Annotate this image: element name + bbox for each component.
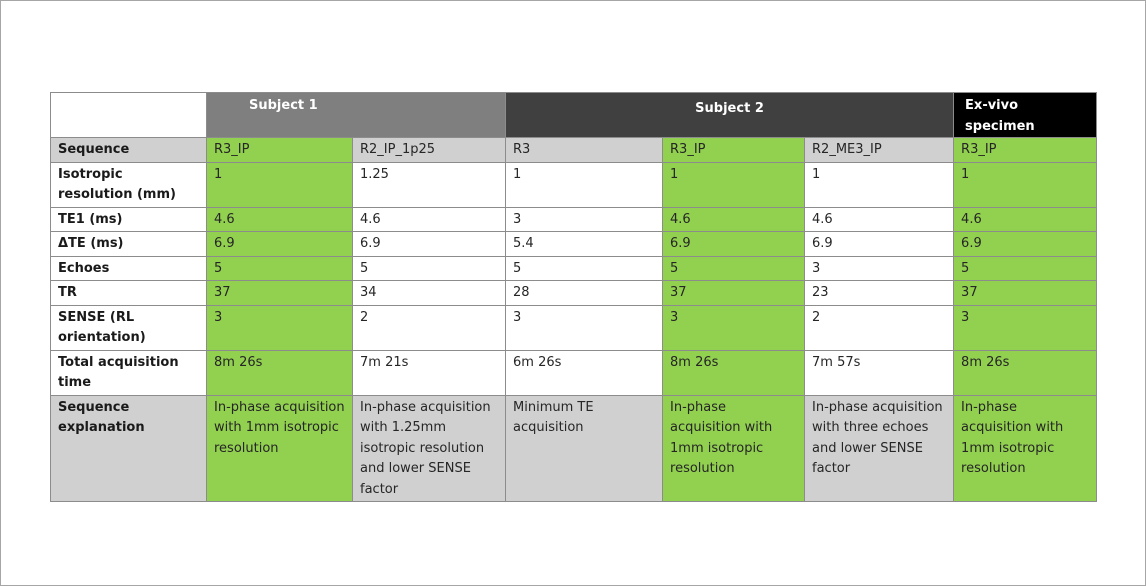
table-cell: 1 bbox=[663, 162, 805, 207]
table-cell: 1 bbox=[954, 162, 1097, 207]
table-row bbox=[51, 395, 1097, 502]
table-cell: 3 bbox=[506, 207, 663, 232]
table-cell: 6.9 bbox=[207, 232, 353, 257]
table-row bbox=[51, 162, 1097, 207]
table-row bbox=[51, 207, 1097, 232]
table-cell: 1 bbox=[207, 162, 353, 207]
table-row bbox=[51, 350, 1097, 395]
table-cell: 6m 26s bbox=[506, 350, 663, 395]
table-cell: 4.6 bbox=[353, 207, 506, 232]
row-label: Isotropic resolution (mm) bbox=[51, 162, 207, 207]
table-cell: 2 bbox=[805, 305, 954, 350]
row-label: Total acquisition time bbox=[51, 350, 207, 395]
table-cell: 3 bbox=[805, 256, 954, 281]
table-cell: 28 bbox=[506, 281, 663, 306]
row-label: Sequence explanation bbox=[51, 395, 207, 502]
table-cell: 2 bbox=[353, 305, 506, 350]
row-label: SENSE (RL orientation) bbox=[51, 305, 207, 350]
row-label: TR bbox=[51, 281, 207, 306]
table-cell: 4.6 bbox=[663, 207, 805, 232]
table-cell: 3 bbox=[207, 305, 353, 350]
table-cell: 5 bbox=[954, 256, 1097, 281]
row-label: ΔTE (ms) bbox=[51, 232, 207, 257]
table-cell: 6.9 bbox=[353, 232, 506, 257]
sequence-parameters-table bbox=[50, 92, 1097, 502]
group-header-row bbox=[51, 93, 1097, 138]
subject2-header: Subject 2 bbox=[506, 93, 954, 138]
table-cell: 6.9 bbox=[954, 232, 1097, 257]
table-row bbox=[51, 256, 1097, 281]
table-cell: 23 bbox=[805, 281, 954, 306]
table-cell: 4.6 bbox=[805, 207, 954, 232]
table-cell: 5 bbox=[353, 256, 506, 281]
table-row bbox=[51, 138, 1097, 163]
table-cell: 7m 21s bbox=[353, 350, 506, 395]
table-cell: 4.6 bbox=[954, 207, 1097, 232]
table-cell: 3 bbox=[954, 305, 1097, 350]
table-cell: 5 bbox=[207, 256, 353, 281]
table-cell: R3 bbox=[506, 138, 663, 163]
table-cell: 5 bbox=[506, 256, 663, 281]
table-cell: 1.25 bbox=[353, 162, 506, 207]
table-cell: R2_IP_1p25 bbox=[353, 138, 506, 163]
table-cell: R2_ME3_IP bbox=[805, 138, 954, 163]
table-row bbox=[51, 305, 1097, 350]
table-cell: 1 bbox=[805, 162, 954, 207]
table-cell: In-phase acquisition with 1mm isotropic resolution bbox=[663, 395, 805, 502]
row-label: TE1 (ms) bbox=[51, 207, 207, 232]
table-cell: 8m 26s bbox=[954, 350, 1097, 395]
table-cell: R3_IP bbox=[663, 138, 805, 163]
table-cell: 4.6 bbox=[207, 207, 353, 232]
table-cell: 5 bbox=[663, 256, 805, 281]
table-cell: In-phase acquisition with 1mm isotropic resolution bbox=[954, 395, 1097, 502]
table-cell: 6.9 bbox=[663, 232, 805, 257]
table-cell: 1 bbox=[506, 162, 663, 207]
table-cell: R3_IP bbox=[954, 138, 1097, 163]
table-cell: R3_IP bbox=[207, 138, 353, 163]
table-row bbox=[51, 232, 1097, 257]
table-cell: 37 bbox=[663, 281, 805, 306]
table-cell: 6.9 bbox=[805, 232, 954, 257]
table-body bbox=[51, 138, 1097, 502]
table-row bbox=[51, 281, 1097, 306]
row-label: Sequence bbox=[51, 138, 207, 163]
table-cell: Minimum TE acquisition bbox=[506, 395, 663, 502]
subject1-header: Subject 1 bbox=[207, 93, 506, 138]
table-cell: In-phase acquisition with 1mm isotropic resolution bbox=[207, 395, 353, 502]
table-cell: 37 bbox=[207, 281, 353, 306]
table-cell: In-phase acquisition with 1.25mm isotropic resolution and lower SENSE factor bbox=[353, 395, 506, 502]
table-cell: In-phase acquisition with three echoes and lower SENSE factor bbox=[805, 395, 954, 502]
table-cell: 8m 26s bbox=[207, 350, 353, 395]
row-label: Echoes bbox=[51, 256, 207, 281]
exvivo-header: Ex-vivo specimen bbox=[954, 93, 1097, 138]
table-cell: 3 bbox=[506, 305, 663, 350]
table-cell: 7m 57s bbox=[805, 350, 954, 395]
header-corner-cell bbox=[51, 93, 207, 138]
table-cell: 37 bbox=[954, 281, 1097, 306]
table-cell: 8m 26s bbox=[663, 350, 805, 395]
table-cell: 5.4 bbox=[506, 232, 663, 257]
table-cell: 34 bbox=[353, 281, 506, 306]
table-cell: 3 bbox=[663, 305, 805, 350]
